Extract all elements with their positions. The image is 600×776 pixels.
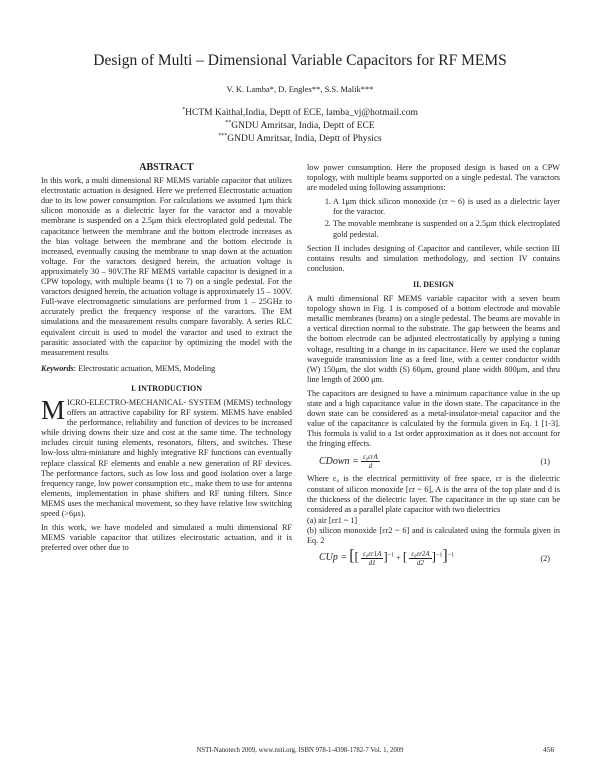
assumption-list <box>307 197 560 239</box>
equation-2-body <box>307 547 455 568</box>
affiliation-text: GNDU Amritsar, India, Deptt of Physics <box>227 134 382 145</box>
keywords-label: Keywords <box>41 363 74 373</box>
affiliation-3 <box>0 133 600 144</box>
left-column <box>41 163 292 557</box>
equation-2-lhs: CUp = <box>319 552 348 564</box>
intro-paragraph-2: In this work, we have modeled and simulated a multi dimensional RF MEMS variable capacitor that utilizes electrostatic actuation, and it is preferred over other due to <box>41 523 292 553</box>
affiliation-1 <box>0 107 600 118</box>
exponent: −1 <box>436 552 443 559</box>
equation-1-fraction <box>361 453 380 470</box>
equation-2-term-2 <box>409 550 431 567</box>
paren-open: [ <box>402 548 408 564</box>
bracket-close: ] <box>442 547 448 565</box>
fraction-denominator: d <box>368 462 373 471</box>
equation-1-body <box>307 453 380 470</box>
keywords <box>41 364 292 374</box>
abstract-text: In this work, a multi dimensional RF MEMS variable capacitor that utilizes electrostatic actuation is designed. Here we preferred Electrostatic actuation due to its low power consumption. For calculations we assumed 1μm thick silicon monoxide as a dielectric layer for the varactor and a movable membrane is suspended on a 2.5μm thick electroplated gold pedestal. The capacitance between the membrane and the bottom electrode increases as the bias voltage between the membrane and the bottom electrode is increased, eventually causing the membrane to snap down at the actuation voltage. For the varactors designed herein, the actuation voltage is approximately 30 – 90V.The RF MEMS variable capacitor is designed in a CPW topology, with multiple beams (1 to 7) on a single pedestal. For the varactors designed herein, the actuation voltage is approximately 15 – 100V. Full-wave electromagnetic simulations are performed from 1 – 25GHz to accurately predict the frequency response of the varactors. The EM simulations and the measurement results compare favorably. A series RLC equivalent circuit is used to model the varactor and used to extract the parasitic associated with the capacitor by optimizing the model with the measurement results <box>41 176 292 357</box>
intro-paragraph-1 <box>41 394 292 519</box>
fraction-numerator: ε₀εrA <box>362 453 378 462</box>
page-footer: NSTI-Nanotech 2009, www.nsti.org, ISBN 978-1-4398-1782-7 Vol. 1, 2009 <box>196 747 404 754</box>
design-paragraph-2: The capacitors are designed to have a minimum capacitance value in the up state and a high capacitance value in the down state. The capacitance in the down state can be considered as a metal-insulator-metal capacitor and the value of the capacitance is calculated by the formula given in Eq. 1 [1-3]. This formula is valid to a 1st order approximation as it does not account for the fringing effects. <box>307 388 560 449</box>
affiliation-text: HCTM Kaithal,India, Deptt of ECE, lamba_vj@hotmail.com <box>185 108 418 119</box>
case-a: (a) air [εr1 ~ 1] <box>307 515 358 525</box>
right-column <box>307 163 560 571</box>
paren-close: ] <box>383 548 388 564</box>
list-item: 1. A 1μm thick silicon monoxide (εr ~ 6) is used as a dielectric layer for the varactor. <box>333 197 560 217</box>
paper-title: Design of Multi – Dimensional Variable Capacitors for RF MEMS <box>93 52 507 69</box>
plus-sign: + <box>396 553 401 563</box>
case-b: (b) silicon monoxide [εr2 ~ 6] and is calculated using the formula given in Eq. 2 <box>307 525 560 545</box>
drop-cap: M <box>41 394 66 425</box>
design-heading: II. DESIGN <box>413 279 454 289</box>
equation-1 <box>307 453 560 470</box>
affiliation-text: GNDU Amritsar, India, Deptt of ECE <box>231 121 375 132</box>
affiliation-mark: * <box>182 107 186 113</box>
abstract-heading: ABSTRACT <box>139 162 194 173</box>
fraction-numerator: ε₀εr2A <box>411 550 430 559</box>
where-paragraph: Where ε₀ is the electrical permittivity of free space, εr is the dielectric constant of silicon monoxide [εr ~ 6], A is the area of the top plate and d is the thickness of the dielectric layer. The capacitance in the up state can be considered as a parallel plate capacitor with two dielectrics <box>307 474 560 514</box>
intro-heading: I. INTRODUCTION <box>130 383 203 393</box>
equation-1-number: (1) <box>540 456 550 466</box>
intro-paragraph-1-text: ICRO-ELECTRO-MECHANICAL- SYSTEM (MEMS) technology offers an attractive capability for RF system. MEMS have enabled the performance, reliability and function of devices to be increased while driving downs their size and cost at the same time. The technology includes circuit tuning elements, resonators, filters, and switches. These low-loss ultra-miniature and highly integrative RF functions can eventually replace classical RF elements and enable a new generation of RF devices. The performance factors, such as low loss and good isolation over a large frequency range, low power consumption etc., make them to use for antenna elements, implementation in phase shifters and RF tuning filters. Since MEMS uses the mechanical movement, so they have relative low switching speed (>6μs). <box>41 397 292 518</box>
design-paragraph-1: A multi dimensional RF MEMS variable capacitor with a seven beam topology shown in Fig. 1 is composed of a bottom electrode and movable metallic membranes (beams) on a single pedestal. The beams are movable in a vertical direction normal to the substrate. The gap between the beams and the bottom electrode can be adjusted electrostatically by applying a tuning voltage, resulting in a change in its capacitance. Here we used the coplanar waveguide transmission line as a feed line, with a center conductor width (W) 150μm, the slot width (S) 60μm, ground plane width 800μm, and thru line length of 2000 μm. <box>307 294 560 384</box>
affiliation-mark: ** <box>225 120 232 126</box>
affiliation-mark: *** <box>218 133 228 139</box>
equation-2-number: (2) <box>540 553 550 563</box>
paren-open: [ <box>354 548 359 564</box>
exponent: −1 <box>387 552 395 559</box>
fraction-numerator: ε₀εr1A <box>362 550 382 559</box>
equation-2-term-1 <box>361 550 383 567</box>
fraction-denominator: d1 <box>368 559 376 568</box>
equation-2 <box>307 547 560 568</box>
continuation-paragraph: low power consumption. Here the proposed design is based on a CPW topology, with multiple beams supported on a single pedestal. The varactors are modeled using following assumptions: <box>307 163 560 193</box>
fraction-denominator: d2 <box>416 559 424 568</box>
list-item: 2. The movable membrane is suspended on a 2.5μm thick electroplated gold pedestal. <box>333 219 560 239</box>
bracket-open: [ <box>349 547 355 565</box>
affiliation-2 <box>0 120 600 131</box>
author-list: V. K. Lamba*, D. Engles**, S.S. Malik*** <box>226 84 374 94</box>
paren-close: ] <box>431 548 436 564</box>
page-number: 456 <box>543 745 555 754</box>
keywords-text: : Electrostatic actuation, MEMS, Modeling <box>73 363 216 373</box>
exponent: −1 <box>447 552 455 559</box>
sections-paragraph: Section II includes designing of Capacitor and cantilever, while section III contains results and simulation methodology, and section IV contains conclusion. <box>307 243 560 273</box>
equation-1-lhs: CDown = <box>319 455 359 467</box>
